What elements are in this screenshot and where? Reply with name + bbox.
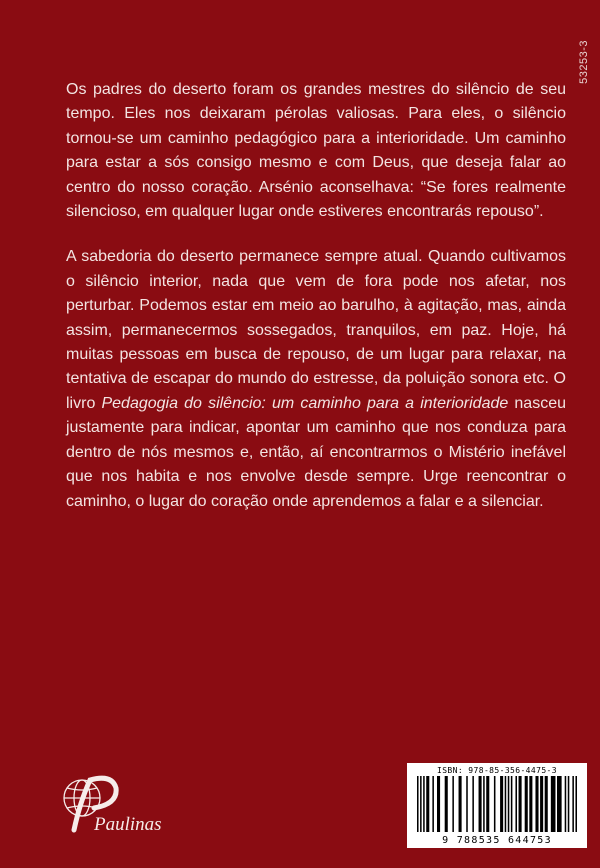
barcode-bar-27 <box>557 776 562 832</box>
barcode-bar-9 <box>466 776 468 832</box>
paragraph-2-start: A sabedoria do deserto permanece sempre atual. Quando cultivamos o silêncio interior, nada que vem de fora pode nos afetar, nos perturbar. Podemos estar em meio ao barulho, à agitação, mas, ainda assim, permanecermos sossegados, tranquilos, em paz. Hoje, há muitas pessoas em busca de repouso, de um lugar para relaxar, na tentativa de escapar do mundo do estresse, da poluição sonora etc. O livro <box>66 248 566 412</box>
barcode-bar-19 <box>515 776 517 832</box>
isbn-barcode <box>407 763 587 848</box>
barcode-bar-13 <box>486 776 489 832</box>
barcode-bar-0 <box>417 776 419 832</box>
barcode-bar-2 <box>423 776 425 832</box>
barcode-bar-18 <box>511 776 513 832</box>
paragraph-1: Os padres do deserto foram os grandes mestres do silêncio de seu tempo. Eles nos deixaram pérolas valiosas. Para eles, o silêncio tornou-se um caminho pedagógico para a interioridade. Um caminho para estar a sós consigo mesmo e com Deus, que deseja falar ao centro do nosso coração. Arsénio aconselhava: “Se fores realmente silencioso, em qualquer lugar onde estiveres encontrarás repouso”. <box>66 81 566 221</box>
book-title: Pedagogia do silêncio: um caminho para a interioridade <box>101 394 509 412</box>
barcode-bar-12 <box>483 776 485 832</box>
barcode-bar-6 <box>445 776 448 832</box>
barcode-bar-31 <box>575 776 577 832</box>
barcode-bar-24 <box>540 776 543 832</box>
barcode-bar-20 <box>519 776 522 832</box>
paragraph-2-end: nasceu justamente para indicar, apontar um caminho que nos conduza para dentro de nós mesmos e, então, aí encontrarmos o Mistério inefável que nos habita e nos envolve desde sempre. Urge reencontrar o caminho, o lugar do coração onde aprendemos a falar e a silenciar. <box>66 394 566 510</box>
barcode-bar-4 <box>432 776 434 832</box>
barcode-bar-25 <box>545 776 548 832</box>
barcode-bar-21 <box>525 776 528 832</box>
isbn-label: ISBN: 978-85-356-4475-3 <box>437 766 557 775</box>
barcode-bar-5 <box>437 776 440 832</box>
barcode-bar-3 <box>426 776 429 832</box>
barcode-bar-15 <box>500 776 503 832</box>
barcode-bar-17 <box>508 776 510 832</box>
barcode-bar-10 <box>472 776 474 832</box>
barcode-bar-1 <box>420 776 422 832</box>
barcode-bar-11 <box>479 776 482 832</box>
barcode-bar-14 <box>494 776 496 832</box>
publisher-logo <box>60 768 200 848</box>
back-cover-text <box>66 78 566 535</box>
barcode-digits: 9 788535 644753 <box>442 835 552 846</box>
catalog-code: 53253-3 <box>578 40 590 84</box>
barcode-bars <box>415 776 579 834</box>
barcode-bar-16 <box>505 776 507 832</box>
barcode-bar-8 <box>459 776 462 832</box>
publisher-name: Paulinas <box>94 814 162 835</box>
paragraph-2 <box>66 245 566 513</box>
barcode-bar-28 <box>565 776 567 832</box>
barcode-bar-30 <box>572 776 574 832</box>
barcode-bar-23 <box>535 776 538 832</box>
barcode-bar-22 <box>529 776 532 832</box>
barcode-bar-7 <box>452 776 454 832</box>
barcode-bar-29 <box>568 776 570 832</box>
barcode-bar-26 <box>551 776 556 832</box>
